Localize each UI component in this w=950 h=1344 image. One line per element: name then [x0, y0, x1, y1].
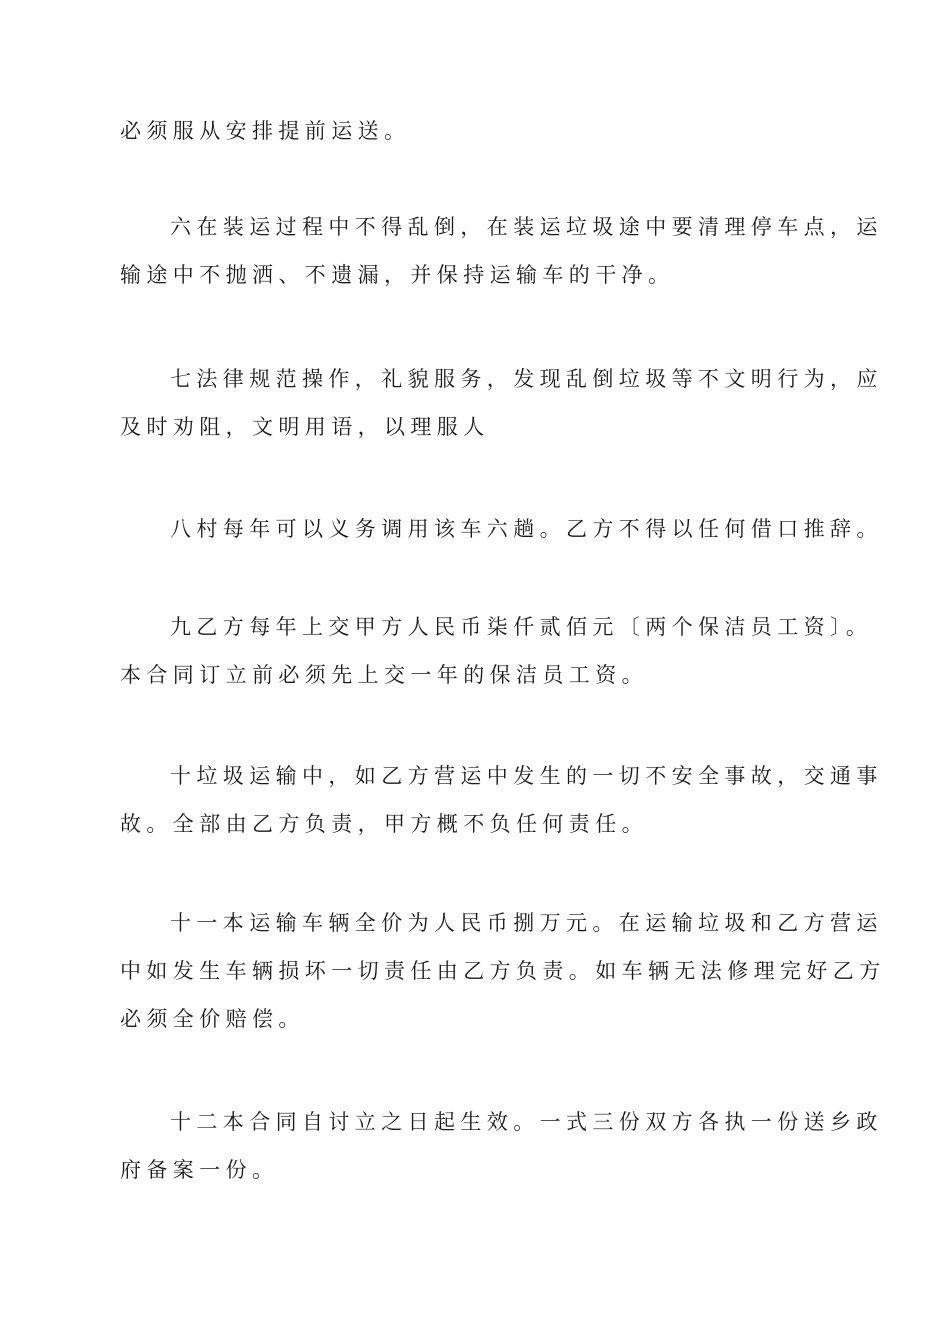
paragraph-line: 必须服从安排提前运送。 [120, 119, 411, 143]
paragraph-line: 八村每年可以义务调用该车六趟。乙方不得以任何借口推辞。 [170, 517, 883, 541]
paragraph-clause-11 [120, 899, 886, 1043]
paragraph-line: 十二本合同自讨立之日起生效。一式三份双方各执一份送乡政 [170, 1110, 883, 1134]
paragraph-continuation [120, 107, 838, 155]
paragraph-clause-10 [120, 752, 883, 848]
paragraph-line: 六在装运过程中不得乱倒，在装运垃圾途中要清理停车点，运 [170, 215, 883, 239]
paragraph-clause-9 [120, 603, 873, 699]
paragraph-line: 及时劝阻，文明用语，以理服人 [120, 415, 490, 439]
paragraph-line: 本合同订立前必须先上交一年的保洁员工资。 [120, 663, 648, 687]
paragraph-line: 十垃圾运输中，如乙方营运中发生的一切不安全事故，交通事 [170, 764, 883, 788]
paragraph-line: 中如发生车辆损坏一切责任由乙方负责。如车辆无法修理完好乙方 [120, 959, 886, 983]
paragraph-line: 九乙方每年上交甲方人民币柒仟贰佰元〔两个保洁员工资〕。 [170, 615, 873, 639]
paragraph-line: 输途中不抛洒、不遗漏，并保持运输车的干净。 [120, 263, 675, 287]
paragraph-line: 故。全部由乙方负责，甲方概不负任何责任。 [120, 812, 648, 836]
paragraph-clause-8 [120, 505, 883, 553]
paragraph-line: 府备案一份。 [120, 1158, 279, 1182]
paragraph-line: 必须全价赔偿。 [120, 1007, 305, 1031]
paragraph-line: 七法律规范操作，礼貌服务，发现乱倒垃圾等不文明行为，应 [170, 367, 883, 391]
paragraph-clause-12 [120, 1098, 883, 1194]
paragraph-clause-7 [120, 355, 883, 451]
paragraph-clause-6 [120, 203, 883, 299]
paragraph-line: 十一本运输车辆全价为人民币捌万元。在运输垃圾和乙方营运 [170, 911, 883, 935]
